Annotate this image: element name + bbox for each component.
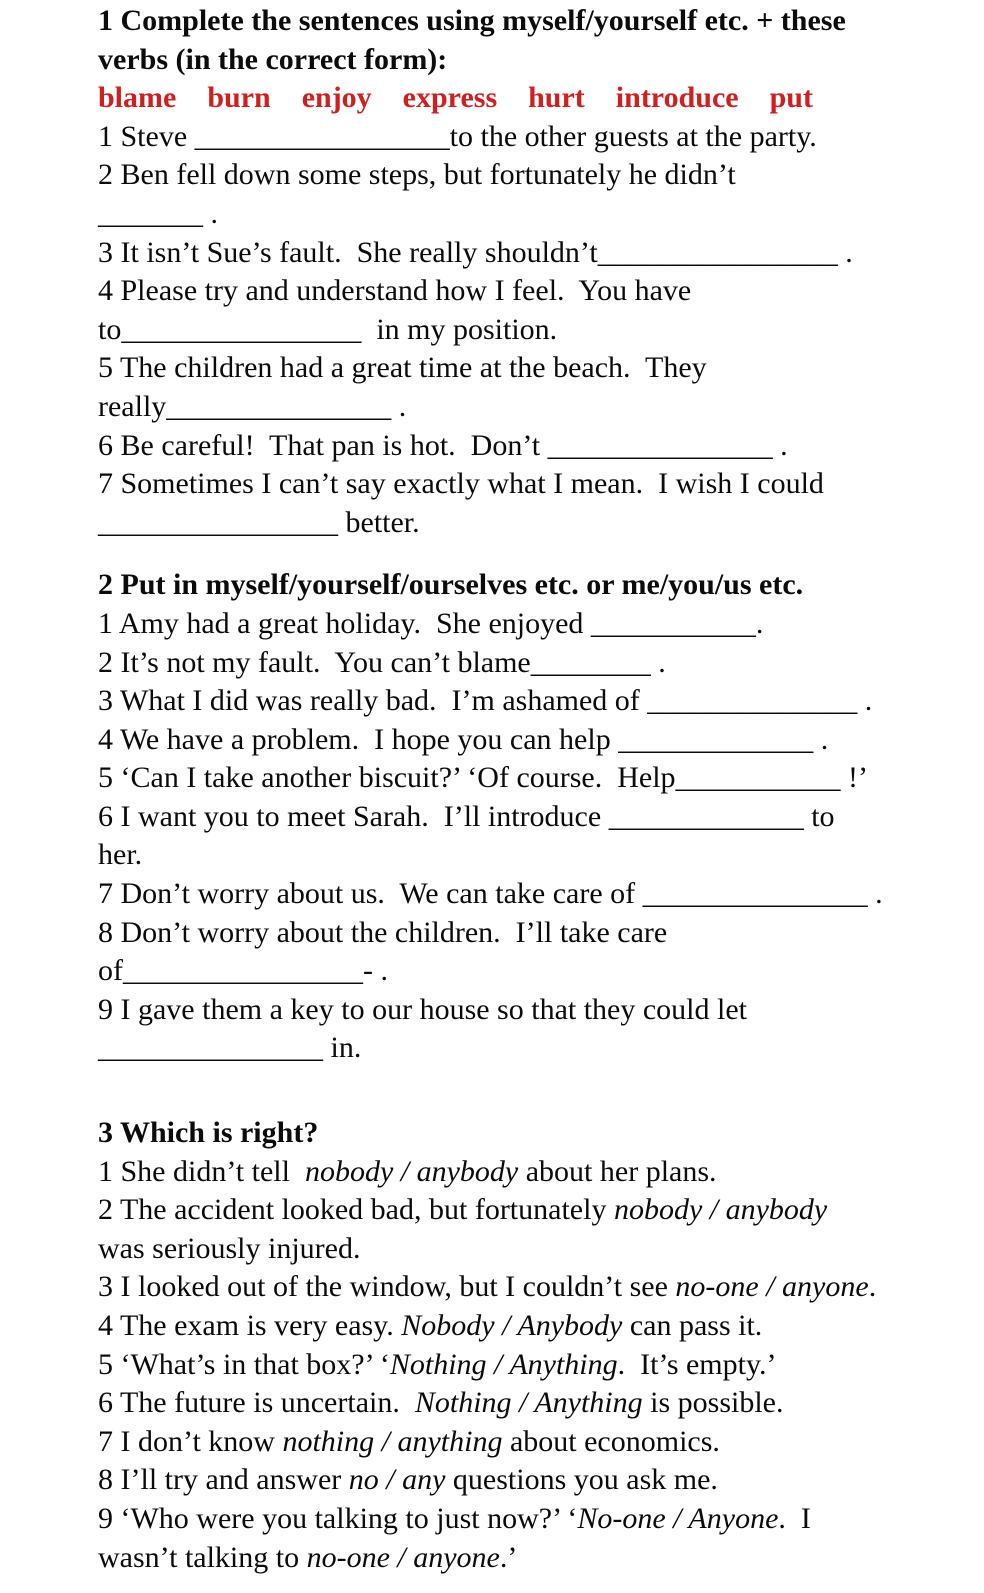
sentence-line bbox=[98, 836, 976, 875]
sentence-line bbox=[98, 1384, 976, 1423]
sentence-line bbox=[98, 349, 976, 388]
sentence-line bbox=[98, 1461, 976, 1500]
answer-blank-text: 5 ‘Can I take another biscuit?’ ‘Of course. Help___________ !’ bbox=[98, 761, 869, 795]
sentence-text: 4 The exam is very easy. bbox=[98, 1309, 402, 1342]
answer-blank-text: 3 What I did was really bad. I’m ashamed of ______________ . bbox=[98, 684, 873, 718]
sentence-text: 3 I looked out of the window, but I couldn’t see bbox=[98, 1270, 676, 1304]
section-heading-line: verbs (in the correct form): bbox=[98, 42, 448, 76]
sentence-text: . It’s empty.’ bbox=[617, 1347, 777, 1381]
sentence-text: 7 I don’t know bbox=[98, 1424, 283, 1458]
answer-blank-text: 2 It’s not my fault. You can’t blame________ . bbox=[98, 645, 666, 679]
choice-text: Nothing / Anything bbox=[389, 1347, 618, 1381]
sentence-line bbox=[98, 644, 976, 683]
choice-text: no-one / anyone bbox=[675, 1270, 869, 1304]
choice-text: nobody / anybody bbox=[304, 1154, 519, 1188]
choice-text: no-one / anyone bbox=[306, 1540, 500, 1574]
sentence-text: 4 Please try and understand how I feel. You have bbox=[98, 274, 692, 308]
answer-blank-text: to________________ in my position. bbox=[98, 312, 558, 346]
sentence-line bbox=[98, 1423, 976, 1462]
choice-text: Nothing / Anything bbox=[414, 1386, 643, 1420]
answer-blank-text: 3 It isn’t Sue’s fault. She really shouldn’t________________ . bbox=[98, 235, 853, 269]
sentence-text: 8 Don’t worry about the children. I’ll take care bbox=[98, 915, 668, 949]
sentence-line bbox=[98, 952, 976, 991]
sentence-text: 2 The accident looked bad, but fortunately bbox=[98, 1193, 614, 1227]
sentence-line bbox=[98, 991, 976, 1030]
sentence-line bbox=[98, 798, 976, 837]
answer-blank-text: of________________- . bbox=[98, 954, 388, 988]
answer-blank-text: 1 Steve _________________to the other guests at the party. bbox=[98, 119, 817, 153]
answer-blank-text: 7 Don’t worry about us. We can take care of _______________ . bbox=[98, 877, 883, 911]
sentence-line bbox=[98, 234, 976, 273]
answer-blank-text: 4 We have a problem. I hope you can help _____________ . bbox=[98, 722, 829, 756]
sentence-line bbox=[98, 195, 976, 234]
sentence-text: questions you ask me. bbox=[445, 1463, 718, 1497]
choice-text: No-one / Anyone bbox=[577, 1501, 779, 1535]
section-heading-line: 2 Put in myself/yourself/ourselves etc. or me/you/us etc. bbox=[98, 568, 804, 602]
sentence-line bbox=[98, 1539, 976, 1578]
sentence-text: can pass it. bbox=[622, 1309, 763, 1342]
exercise-1-section bbox=[98, 2, 976, 542]
verb-bank: blame burn enjoy express hurt introduce put bbox=[98, 81, 813, 115]
sentence-text: 7 Sometimes I can’t say exactly what I mean. I wish I could bbox=[98, 467, 824, 501]
sentence-line bbox=[98, 272, 976, 311]
choice-text: Nobody / Anybody bbox=[401, 1309, 623, 1342]
section-heading-line: 1 Complete the sentences using myself/yourself etc. + these bbox=[98, 4, 846, 37]
sentence-text: her. bbox=[98, 838, 143, 872]
exercise-2-section bbox=[98, 566, 976, 1068]
sentence-line bbox=[98, 605, 976, 644]
sentence-text: .’ bbox=[499, 1540, 518, 1574]
answer-blank-text: _______ . bbox=[98, 196, 218, 230]
sentence-text: wasn’t talking to bbox=[98, 1540, 307, 1574]
sentence-line bbox=[98, 1191, 976, 1230]
section-heading-line: 3 Which is right? bbox=[98, 1116, 319, 1150]
sentence-text: about economics. bbox=[502, 1424, 720, 1458]
choice-text: no / any bbox=[348, 1463, 446, 1497]
sentence-line bbox=[98, 1307, 976, 1346]
answer-blank-text: 6 Be careful! That pan is hot. Don’t _______________ . bbox=[98, 428, 788, 462]
sentence-line bbox=[98, 1153, 976, 1192]
sentence-text: 9 ‘Who were you talking to just now?’ ‘ bbox=[98, 1501, 578, 1535]
answer-blank-text: ________________ better. bbox=[98, 505, 420, 539]
sentence-text: 5 The children had a great time at the beach. They bbox=[98, 351, 707, 385]
sentence-line bbox=[98, 914, 976, 953]
sentence-line bbox=[98, 1029, 976, 1068]
sentence-line bbox=[98, 504, 976, 543]
sentence-line bbox=[98, 388, 976, 427]
sentence-line bbox=[98, 682, 976, 721]
sentence-line bbox=[98, 1346, 976, 1385]
sentence-line bbox=[98, 118, 976, 157]
sentence-text: 9 I gave them a key to our house so that they could let bbox=[98, 992, 747, 1026]
sentence-line bbox=[98, 1268, 976, 1307]
answer-blank-text: really_______________ . bbox=[98, 389, 407, 423]
sentence-line bbox=[98, 875, 976, 914]
sentence-line bbox=[98, 427, 976, 466]
sentence-line bbox=[98, 465, 976, 504]
answer-blank-text: 1 Amy had a great holiday. She enjoyed ___________. bbox=[98, 606, 764, 640]
sentence-line bbox=[98, 156, 976, 195]
answer-blank-text: 6 I want you to meet Sarah. I’ll introduce _____________ to bbox=[98, 799, 835, 833]
choice-text: nothing / anything bbox=[282, 1424, 503, 1458]
sentence-line bbox=[98, 311, 976, 350]
sentence-text: 2 Ben fell down some steps, but fortunately he didn’t bbox=[98, 158, 736, 192]
sentence-text: . bbox=[868, 1270, 877, 1304]
sentence-line bbox=[98, 721, 976, 760]
sentence-line bbox=[98, 1230, 976, 1269]
sentence-text: 8 I’ll try and answer bbox=[98, 1463, 349, 1497]
sentence-text: 1 She didn’t tell bbox=[98, 1154, 305, 1188]
sentence-line bbox=[98, 1500, 976, 1539]
sentence-line bbox=[98, 759, 976, 798]
sentence-text: was seriously injured. bbox=[98, 1231, 361, 1265]
sentence-text: about her plans. bbox=[518, 1154, 717, 1188]
answer-blank-text: _______________ in. bbox=[98, 1031, 362, 1065]
sentence-text: 6 The future is uncertain. bbox=[98, 1386, 415, 1420]
exercise-3-section bbox=[98, 1114, 976, 1577]
sentence-text: is possible. bbox=[642, 1386, 784, 1420]
sentence-text: 5 ‘What’s in that box?’ ‘ bbox=[98, 1347, 390, 1381]
sentence-text: . I bbox=[778, 1501, 811, 1535]
choice-text: nobody / anybody bbox=[613, 1193, 828, 1227]
